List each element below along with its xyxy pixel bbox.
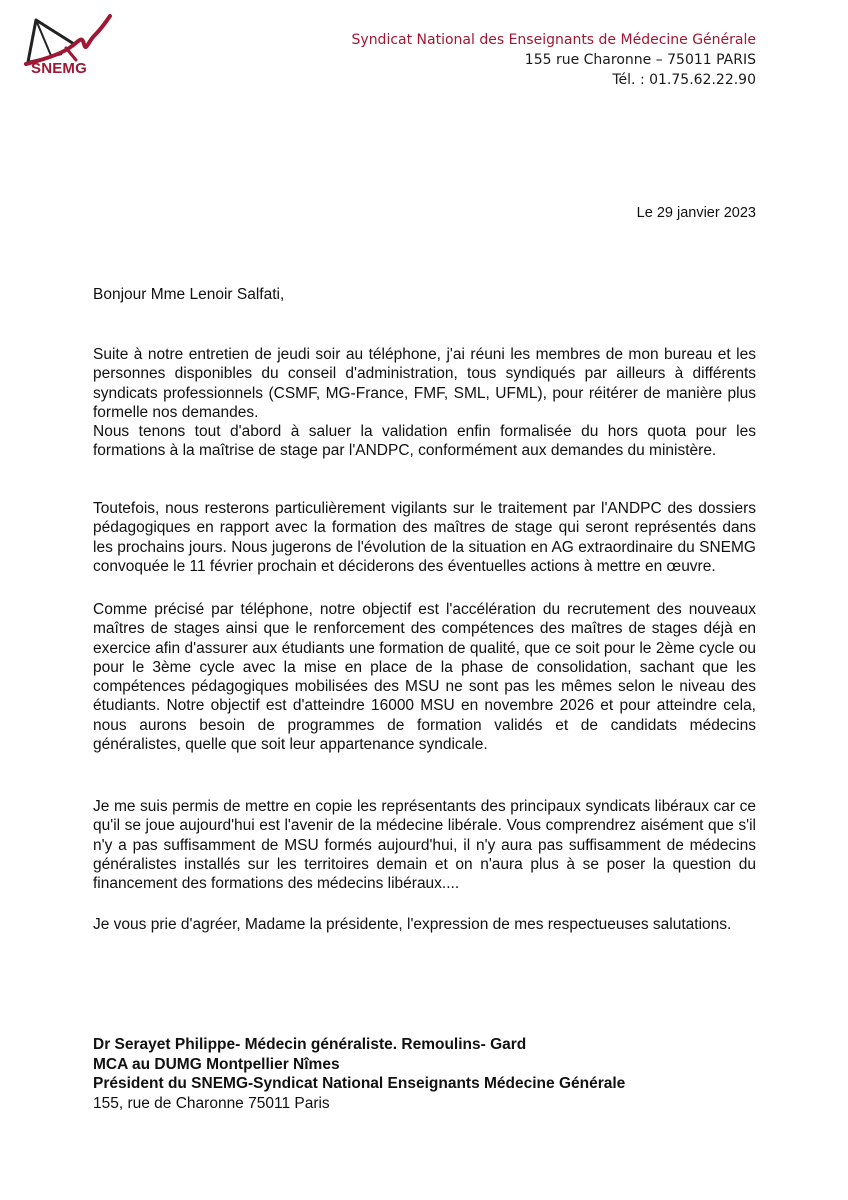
signature-title: Président du SNEMG-Syndicat National Enseignants Médecine Générale [93, 1075, 626, 1092]
snemg-logo [22, 14, 114, 96]
closing-paragraph: Je vous prie d'agréer, Madame la présidente, l'expression de mes respectueuses salutations. [93, 916, 732, 933]
paragraph-5: Je me suis permis de mettre en copie les représentants des principaux syndicats libéraux car ce qu'il se joue aujourd'hui est l'avenir de la médecine libérale. Vous comprendrez aisément que s'il n'y a pas suffisamment de MSU formés aujourd'hui, il n'y aura pas suffisamment de médecins généralistes installés sur les territoires demain et on n'aura plus à se poser la question du financement des formations des médecins libéraux.... [93, 798, 756, 893]
organization-name: Syndicat National des Enseignants de Médecine Générale [351, 32, 756, 48]
organization-phone: Tél. : 01.75.62.22.90 [612, 72, 756, 88]
paragraph-2: Nous tenons tout d'abord à saluer la validation enfin formalisée du hors quota pour les formations à la maîtrise de stage par l'ANDPC, conformément aux demandes du ministère. [93, 423, 756, 460]
logo-text: SNEMG [30, 60, 87, 77]
paragraph-1: Suite à notre entretien de jeudi soir au téléphone, j'ai réuni les membres de mon bureau et les personnes disponibles du conseil d'administration, tous syndiqués par ailleurs à différents syndicats professionnels (CSMF, MG-France, FMF, SML, UFML), pour réitérer de manière plus formelle nos demandes. [93, 346, 756, 421]
signature-block [93, 1035, 625, 1113]
paragraph-4: Comme précisé par téléphone, notre objectif est l'accélération du recrutement des nouveaux maîtres de stages ainsi que le renforcement des compétences des maîtres de stages déjà en exercice afin d'assurer aux étudiants une formation de qualité, que ce soit pour le 2ème cycle ou pour le 3ème cycle avec la mise en place de la phase de consolidation, sachant que les compétences pédagogiques mobilisées des MSU ne sont pas les mêmes selon le niveau des étudiants. Notre objectif est d'atteindre 16000 MSU en novembre 2026 et pour atteindre cela, nous aurons besoin de programmes de formation validés et de candidats médecins généralistes, quelle que soit leur appartenance syndicale. [93, 601, 756, 754]
signature-name: Dr Serayet Philippe- Médecin généraliste. Remoulins- Gard [93, 1036, 527, 1053]
paragraph-3: Toutefois, nous resterons particulièrement vigilants sur le traitement par l'ANDPC des dossiers pédagogiques en rapport avec la formation des maîtres de stage qui seront représentés dans les prochains jours. Nous jugerons de l'évolution de la situation en AG extraordinaire du SNEMG convoquée le 11 février prochain et déciderons des éventuelles actions à mettre en œuvre. [93, 500, 756, 575]
letter-date: Le 29 janvier 2023 [636, 205, 756, 221]
greeting: Bonjour Mme Lenoir Salfati, [93, 286, 285, 303]
letterhead [352, 30, 756, 90]
organization-address: 155 rue Charonne – 75011 PARIS [524, 52, 756, 68]
signature-address: 155, rue de Charonne 75011 Paris [93, 1094, 330, 1112]
signature-role: MCA au DUMG Montpellier Nîmes [93, 1055, 340, 1073]
